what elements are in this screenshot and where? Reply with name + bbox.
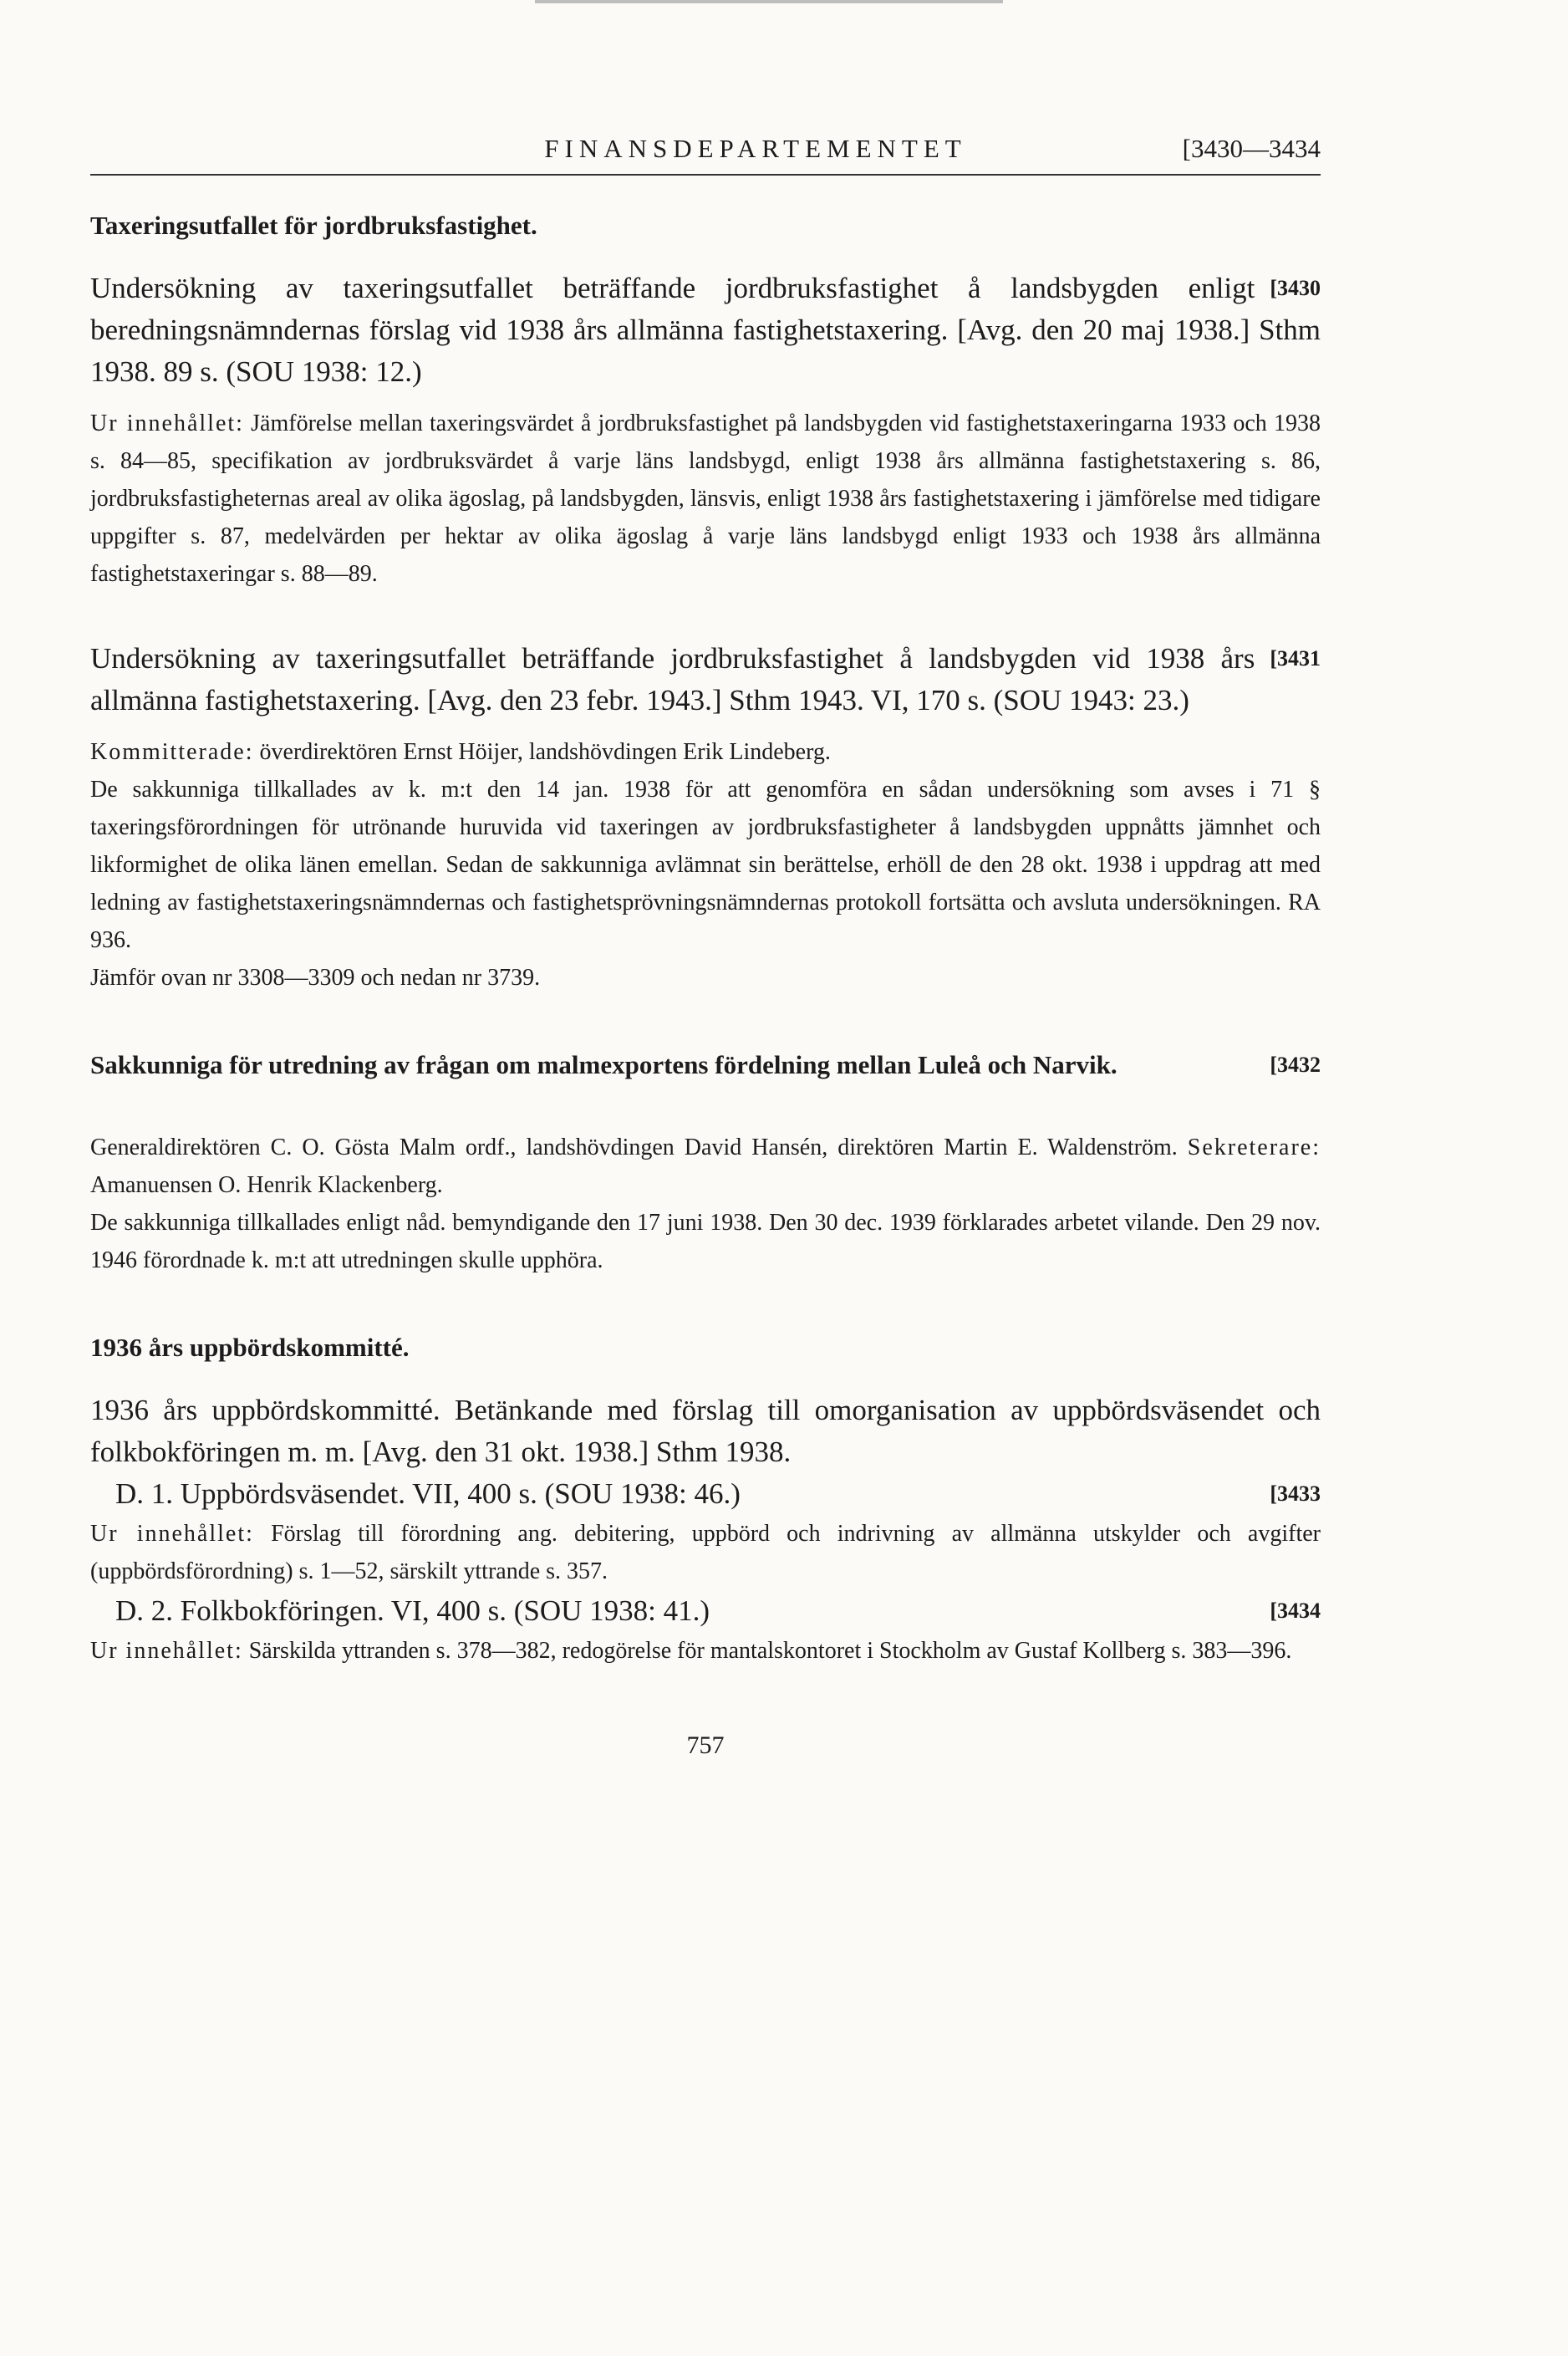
members-text: Generaldirektören C. O. Gösta Malm ordf., landshövdingen David Hansén, direktören Martin E. Waldenström. bbox=[90, 1135, 1178, 1160]
entry-3431-text: Undersökning av taxeringsutfallet beträffande jordbruksfastighet å landsbygden vid 1938 års allmänna fastighetstaxering. [Avg. den 23 febr. 1943.] Sthm 1943. VI, 170 s. (SOU 1943: 23.) bbox=[90, 642, 1255, 716]
section-title-taxeringsutfallet: Taxeringsutfallet för jordbruksfastighet. bbox=[90, 211, 537, 240]
scan-edge-line bbox=[535, 0, 1003, 3]
committee-label: Kommitterade: bbox=[90, 739, 254, 765]
section-title-uppbordskommitte: 1936 års uppbördskommitté. bbox=[90, 1333, 410, 1362]
entry-3431-note: De sakkunniga tillkallades av k. m:t den 14 jan. 1938 för att genomföra en sådan undersökning som avses i 71 § taxeringsförordningen för utrönande huruvida vid taxeringen av jordbruksfastigheter å landsbygden uppnåtts jämnhet och likformighet de olika länen emellan. Sedan de sakkunniga avlämnat sin berättelse, erhöll de den 28 okt. 1938 i uppdrag att med ledning av fastighetstaxeringsnämndernas och fastighetsprövningsnämndernas protokoll fortsätta och avsluta undersökningen. RA 936. bbox=[90, 777, 1321, 953]
entry-3434 bbox=[90, 1590, 1321, 1632]
entry-3431-committee bbox=[90, 733, 1321, 771]
entry-3433-contents bbox=[90, 1515, 1321, 1590]
entry-3431 bbox=[90, 638, 1321, 722]
section-title-malmexport bbox=[90, 1047, 1321, 1084]
contents-label: Ur innehållet: bbox=[90, 1638, 243, 1664]
running-head-range: [3430—3434 bbox=[1182, 134, 1321, 163]
committee-text: överdirektören Ernst Höijer, landshövdingen Erik Lindeberg. bbox=[259, 739, 831, 765]
document-page bbox=[90, 134, 1321, 1760]
entry-3430-contents bbox=[90, 405, 1321, 593]
section-2-note: De sakkunniga tillkallades enligt nåd. bemyndigande den 17 juni 1938. Den 30 dec. 1939 förklarades arbetet vilande. Den 29 nov. 1946 förordnade k. m:t att utredningen skulle upphöra. bbox=[90, 1210, 1321, 1273]
contents-label: Ur innehållet: bbox=[90, 1521, 254, 1547]
page-number: 757 bbox=[686, 1731, 725, 1759]
secretary-label: Sekreterare: bbox=[1187, 1135, 1321, 1160]
entry-3430 bbox=[90, 268, 1321, 393]
entry-ref-3433: [3433 bbox=[1270, 1481, 1321, 1506]
contents-text: Särskilda yttranden s. 378—382, redogörelse för mantalskontoret i Stockholm av Gustaf Kollberg s. 383—396. bbox=[248, 1638, 1292, 1664]
entry-3434-text: D. 2. Folkbokföringen. VI, 400 s. (SOU 1938: 41.) bbox=[115, 1594, 710, 1627]
entry-3433 bbox=[90, 1473, 1321, 1515]
entry-ref-3432: [3432 bbox=[1270, 1053, 1321, 1077]
contents-text: Förslag till förordning ang. debitering, uppbörd och indrivning av allmänna utskylder och avgifter (uppbördsförordning) s. 1—52, särskilt yttrande s. 357. bbox=[90, 1521, 1321, 1584]
running-head-title: FINANSDEPARTEMENTET bbox=[544, 134, 967, 163]
header-rule bbox=[90, 174, 1321, 176]
entry-3430-text: Undersökning av taxeringsutfallet beträffande jordbruksfastighet å landsbygden enligt beredningsnämndernas förslag vid 1938 års allmänna fastighetstaxering. [Avg. den 20 maj 1938.] Sthm 1938. 89 s. (SOU 1938: 12.) bbox=[90, 272, 1321, 388]
entry-3431-compare: Jämför ovan nr 3308—3309 och nedan nr 3739. bbox=[90, 965, 541, 991]
secretary-text: Amanuensen O. Henrik Klackenberg. bbox=[90, 1172, 443, 1198]
entry-3434-contents bbox=[90, 1632, 1321, 1670]
contents-text: Jämförelse mellan taxeringsvärdet å jordbruksfastighet på landsbygden vid fastighetstaxeringarna 1933 och 1938 s. 84—85, specifikation av jordbruksvärdet å varje läns landsbygd, enligt 1938 års allmänna fastighetstaxering s. 86, jordbruksfastigheternas areal av olika ägoslag, på landsbygden, länsvis, enligt 1938 års fastighetstaxering i jämförelse med tidigare uppgifter s. 87, medelvärden per hektar av olika ägoslag å varje läns landsbygd enligt 1933 och 1938 års allmänna fastighetstaxeringar s. 88—89. bbox=[90, 411, 1321, 587]
entry-uppbord-main: 1936 års uppbördskommitté. Betänkande med förslag till omorganisation av uppbördsväsendet och folkbokföringen m. m. [Avg. den 31 okt. 1938.] Sthm 1938. bbox=[90, 1394, 1321, 1468]
entry-3433-text: D. 1. Uppbördsväsendet. VII, 400 s. (SOU 1938: 46.) bbox=[115, 1477, 741, 1510]
entry-ref-3434: [3434 bbox=[1270, 1599, 1321, 1623]
entry-ref-3430: [3430 bbox=[1270, 276, 1321, 300]
contents-label: Ur innehållet: bbox=[90, 411, 244, 436]
running-head bbox=[90, 134, 1321, 172]
entry-ref-3431: [3431 bbox=[1270, 646, 1321, 671]
section-title-malmexport-text: Sakkunniga för utredning av frågan om malmexportens fördelning mellan Luleå och Narvik. bbox=[90, 1050, 1117, 1079]
section-2-members bbox=[90, 1129, 1321, 1204]
